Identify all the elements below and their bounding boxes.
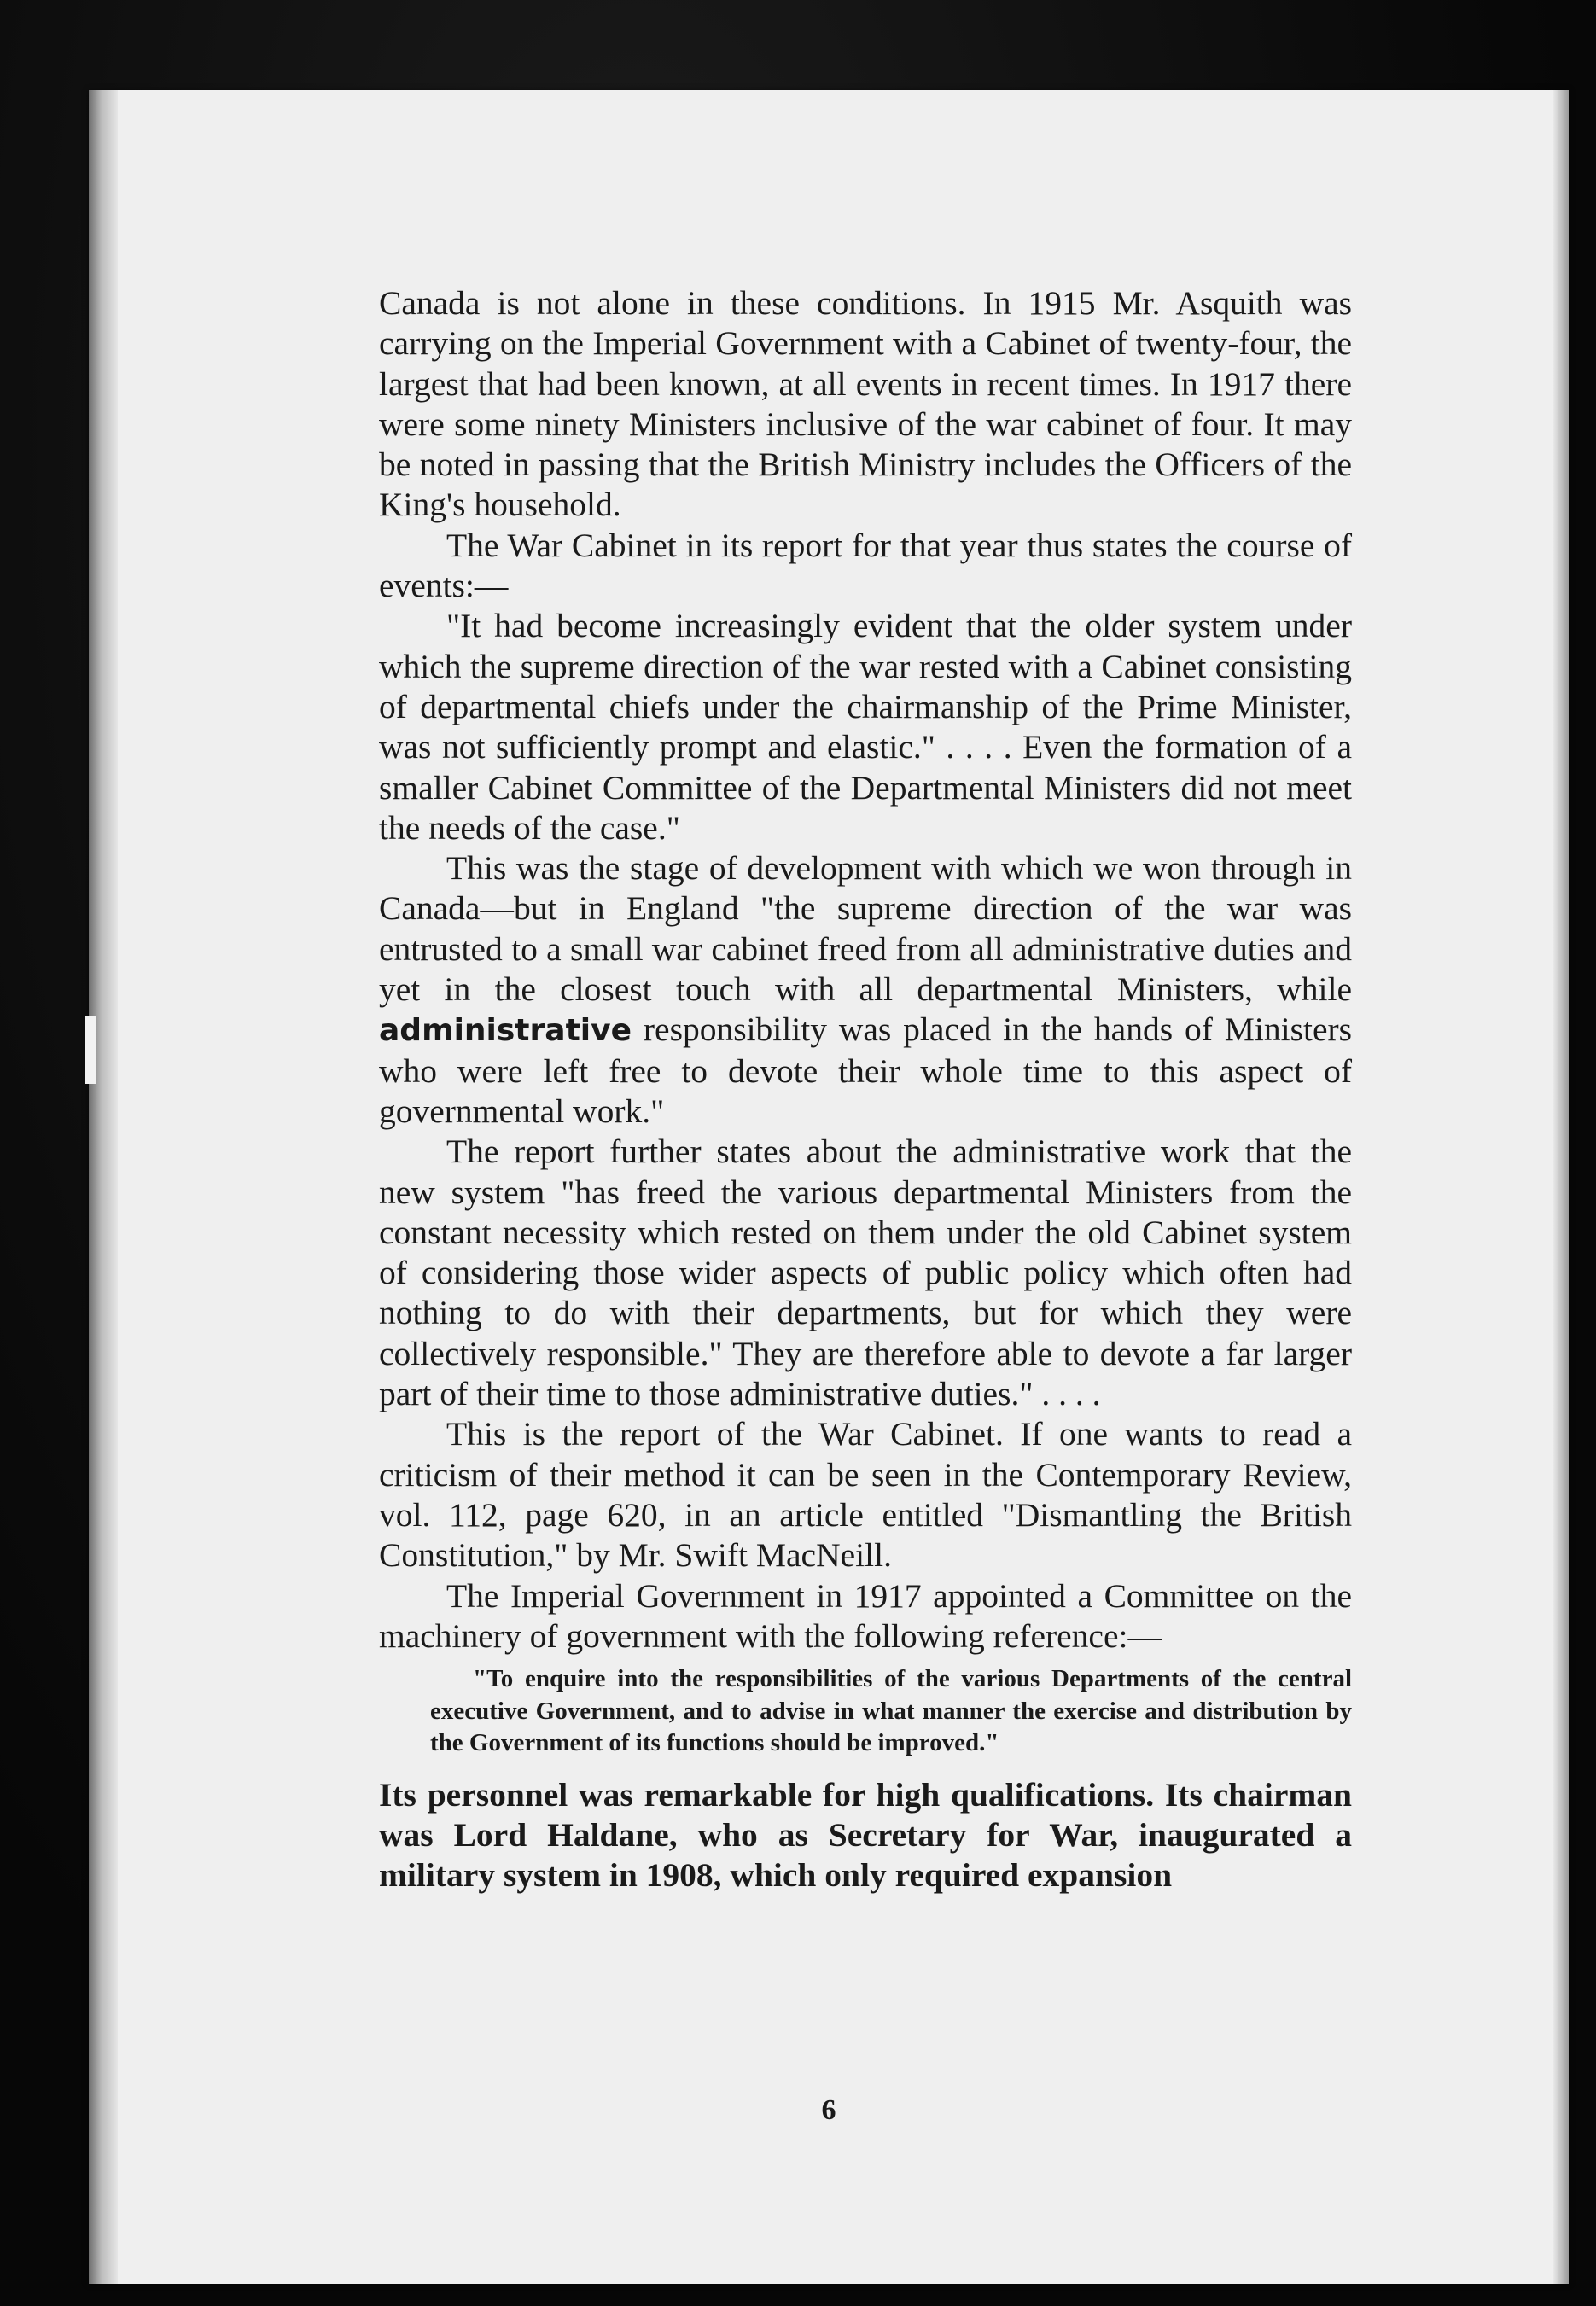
paragraph-7: The Imperial Government in 1917 appointed a Committee on the machinery of government with the following reference:—	[379, 1576, 1352, 1655]
paragraph-5: The report further states about the administrative work that the new system "has freed the various departmental Ministers from the constant necessity which rested on them under the old Cabinet system of considering those wider aspects of public policy which often had nothing to do with their departments, but for which they were collectively responsible." They are therefore able to devote a far larger part of their time to those administrative duties." . . . .	[379, 1133, 1352, 1413]
paragraph-4-before: This was the stage of development with which we won through in Canada—but in England "the supreme direction of the war was entrusted to a small war cabinet freed from all administrative duties and yet in the closest touch with all departmental Ministers, while	[379, 849, 1352, 1009]
paragraph-6: This is the report of the War Cabinet. If one wants to read a criticism of their method it can be seen in the Contemporary Review, vol. 112, page 620, in an article entitled "Dismantling the British Constitution," by Mr. Swift MacNeill.	[379, 1415, 1352, 1575]
block-quote: "To enquire into the responsibilities of the various Departments of the central executive Government, and to advise in what manner the exercise and distribution by the Government of its functions should be improved."	[430, 1665, 1352, 1757]
page-number: 6	[821, 2094, 836, 2126]
paragraph-4-after: responsibility was placed in the hands of Ministers who were left free to devote their whole time to this aspect of governmental work."	[379, 1010, 1352, 1130]
paragraph-4	[379, 848, 1352, 1132]
emphasized-word: administrative	[379, 1013, 632, 1049]
closing-paragraph: Its personnel was remarkable for high qualifications. Its chairman was Lord Haldane, who as Secretary for War, inaugurated a military system in 1908, which only required expansion	[379, 1775, 1352, 1895]
paragraph-1: Canada is not alone in these conditions. In 1915 Mr. Asquith was carrying on the Imperial Government with a Cabinet of twenty-four, the largest that had been known, at all events in recent times. In 1917 there were some ninety Ministers inclusive of the war cabinet of four. It may be noted in passing that the British Ministry includes the Officers of the King's household.	[379, 284, 1352, 524]
page-edge-tab	[85, 1016, 96, 1084]
paragraph-2: The War Cabinet in its report for that year thus states the course of events:—	[379, 526, 1352, 605]
paragraph-3: "It had become increasingly evident that the older system under which the supreme direction of the war rested with a Cabinet consisting of departmental chiefs under the chairmanship of the Prime Minister, was not sufficiently prompt and elastic." . . . . Even the formation of a smaller Cabinet Committee of the Departmental Ministers did not meet the needs of the case."	[379, 607, 1352, 847]
book-page	[89, 90, 1569, 2284]
body-text	[379, 283, 1352, 1895]
